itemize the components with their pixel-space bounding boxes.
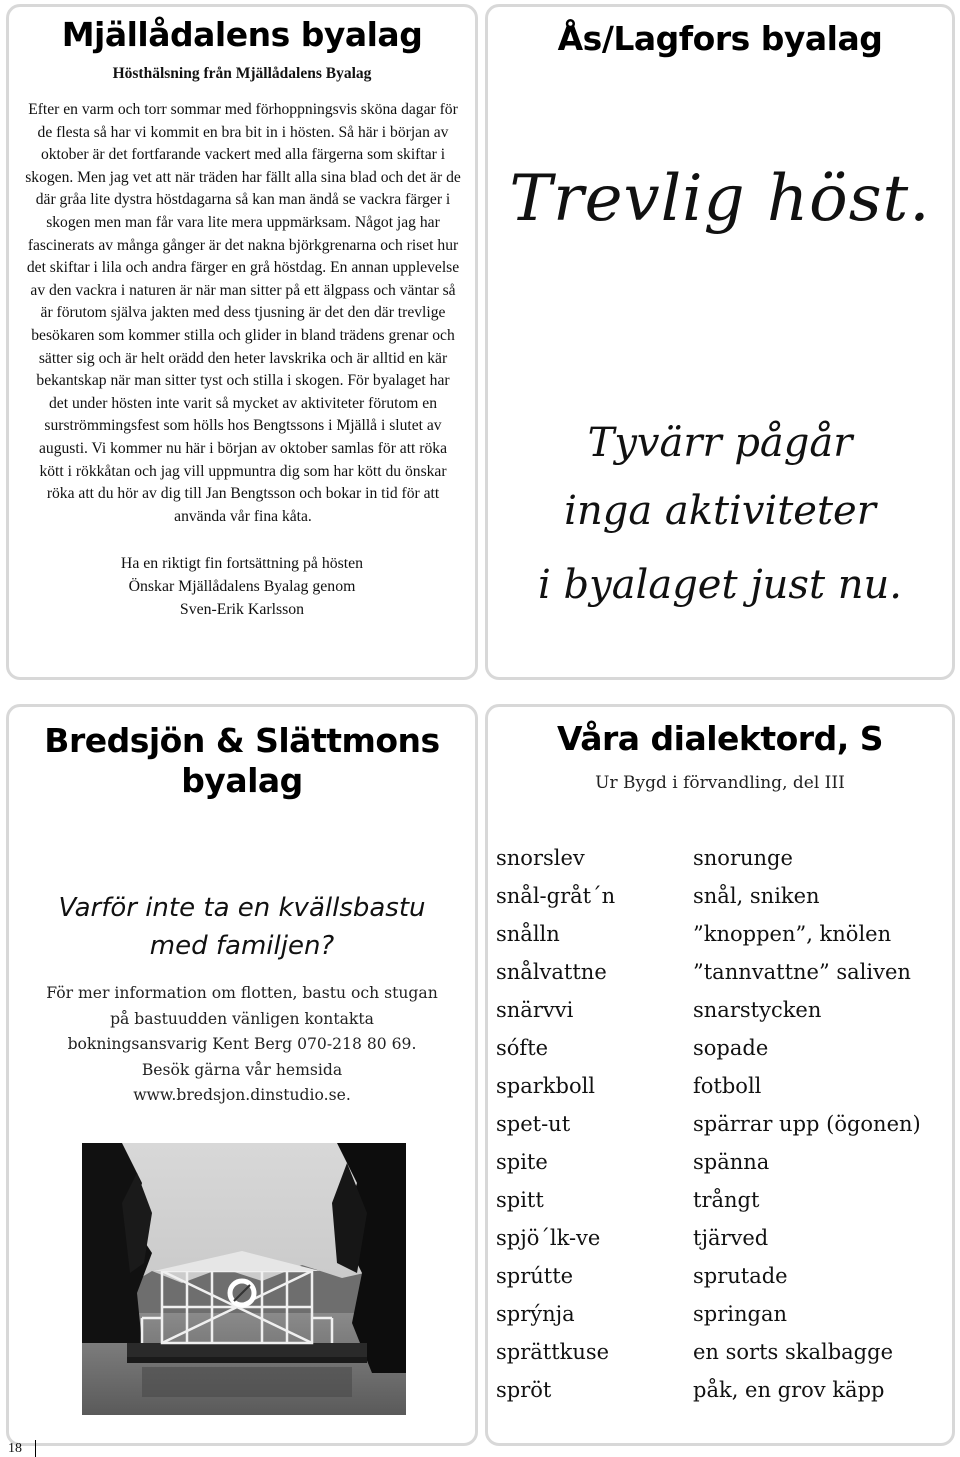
dialect-word-row xyxy=(496,1371,921,1409)
dialect-word-list xyxy=(496,839,921,1409)
dialect-word: snålvattne xyxy=(496,960,607,984)
info-line: på bastuudden vänligen kontakta xyxy=(110,1009,374,1028)
dialect-word-row xyxy=(496,1257,921,1295)
closing-signature: Sven-Erik Karlsson xyxy=(179,601,305,619)
website-link[interactable]: www.bredsjon.dinstudio.se. xyxy=(133,1086,351,1105)
dialect-word-row xyxy=(496,877,921,915)
section-subtitle: Ur Bygd i förvandling, del III xyxy=(595,773,845,793)
dialect-word: sófte xyxy=(496,1036,549,1060)
dialect-word-row xyxy=(496,1333,921,1371)
dialect-word-row xyxy=(496,1105,921,1143)
section-title-line: byalag xyxy=(181,761,303,800)
notice-line: Tyvärr pågår xyxy=(587,420,853,466)
dialect-word: snål-gråt´n xyxy=(496,884,616,908)
dialect-word: spröt xyxy=(496,1378,552,1402)
closing-line: Ha en riktigt fin fortsättning på hösten xyxy=(120,555,364,573)
dialect-word-row xyxy=(496,1181,921,1219)
dialect-word-row xyxy=(496,991,921,1029)
info-line: bokningsansvarig Kent Berg 070-218 80 69. xyxy=(67,1035,417,1054)
dialect-word: spjö´lk-ve xyxy=(496,1226,601,1250)
dialect-word-row xyxy=(496,1029,921,1067)
dialect-word-row xyxy=(496,839,921,877)
bredsjon-section xyxy=(6,704,478,1446)
dialect-meaning: springan xyxy=(693,1302,787,1326)
contact-info xyxy=(9,981,475,1109)
dialect-word-row xyxy=(496,1219,921,1257)
dialect-meaning: snorunge xyxy=(693,846,793,870)
dialect-word: spitt xyxy=(496,1188,544,1212)
dialect-meaning: snarstycken xyxy=(693,998,822,1022)
info-line: För mer information om flotten, bastu och stugan xyxy=(46,984,438,1002)
dialect-word-row xyxy=(496,1143,921,1181)
question-line: med familjen? xyxy=(149,931,335,961)
dialect-word: spet-ut xyxy=(496,1112,571,1136)
notice-line: inga aktiviteter xyxy=(564,488,876,534)
dialect-word: sprútte xyxy=(496,1264,574,1288)
dialect-meaning: en sorts skalbagge xyxy=(693,1340,893,1364)
dialect-meaning: påk, en grov käpp xyxy=(693,1378,885,1402)
notice-line: i byalaget just nu. xyxy=(538,562,902,608)
dialect-meaning: snål, sniken xyxy=(693,884,820,908)
greeting-headline: Trevlig höst. xyxy=(509,162,931,236)
info-line: Besök gärna vår hemsida xyxy=(141,1060,343,1079)
section-subtitle: Hösthälsning från Mjällådalens Byalag xyxy=(112,65,372,82)
dialect-word: snålln xyxy=(496,922,560,946)
sauna-question xyxy=(9,889,475,965)
article-body: Efter en varm och torr sommar med förhoppningsvis sköna dagar för de flesta så har vi kommit en bra bit in i hösten. Så här i början av oktober är det fortfarande vackert med alla färgerna som skiftar i skogen. Men jag vet att när träden har fällt alla sina blad och det är de där gråa lite dystra höstdagarna så kan man ändå se vackra färger i skogen men man får vara lite mera uppmärksam. Något jag har fascinerats av många gånger är det nakna björkgrenarna och riset hur det skiftar i lila och andra färger en grå höstdag. En annan upplevelse av den vackra i naturen är när man sitter på ett älgpass och väntar så är förutom själva jakten med dess tjusning är det den där trevlige besökaren som kommer stilla och glider in bland trädens grenar och sätter sig och är helt orädd den heter lavskrika och är alltid en kär bekantskap när man sitter tyst och stilla i skogen. För byalaget har det under hösten inte varit så mycket av aktiviteter förutom en surströmmingsfest som hölls hos Bengtssons i Mjällå i slutet av augusti. Vi kommer nu här i början av oktober samlas för att röka kött i rökkåtan och jag vill uppmuntra dig som har kött du önskar röka att du hör av dig till Jan Bengtsson och bokar in tid för att använda vår fina kåta. xyxy=(25,101,461,525)
sauna-raft-photo xyxy=(82,1143,406,1415)
dialect-word-row xyxy=(496,953,921,991)
section-title: Våra dialektord, S xyxy=(556,719,883,758)
dialect-word-row xyxy=(496,1295,921,1333)
dialect-word: snärvvi xyxy=(496,998,574,1022)
closing-greeting xyxy=(9,552,475,621)
dialect-word: sprättkuse xyxy=(496,1340,610,1364)
dialect-word: sparkboll xyxy=(496,1074,596,1098)
dialect-meaning: ”tannvattne” saliven xyxy=(693,960,911,984)
dialect-meaning: sprutade xyxy=(693,1264,788,1288)
dialect-meaning: spärrar upp (ögonen) xyxy=(693,1112,921,1136)
closing-line: Önskar Mjällådalens Byalag genom xyxy=(128,578,356,596)
dialect-meaning: fotboll xyxy=(693,1074,762,1098)
question-line: Varför inte ta en kvällsbastu xyxy=(58,893,426,923)
dialect-meaning: trångt xyxy=(693,1188,760,1212)
section-title xyxy=(9,721,475,801)
dialect-word-row xyxy=(496,915,921,953)
mjalladalens-section xyxy=(6,4,478,680)
dialect-meaning: tjärved xyxy=(693,1226,769,1250)
dialect-word: spite xyxy=(496,1150,548,1174)
dialect-word: sprýnja xyxy=(496,1302,575,1326)
section-title: Ås/Lagfors byalag xyxy=(557,19,883,58)
dialect-word: snorslev xyxy=(496,846,585,870)
dialect-words-section xyxy=(485,704,955,1446)
as-lagfors-section xyxy=(485,4,955,680)
dialect-meaning: spänna xyxy=(693,1150,770,1174)
page-number: 18 xyxy=(0,1440,36,1457)
section-title: Mjällådalens byalag xyxy=(61,15,423,54)
dialect-meaning: ”knoppen”, knölen xyxy=(693,922,892,946)
dialect-meaning: sopade xyxy=(693,1036,769,1060)
section-title-line: Bredsjön & Slättmons xyxy=(44,721,440,760)
dialect-word-row xyxy=(496,1067,921,1105)
